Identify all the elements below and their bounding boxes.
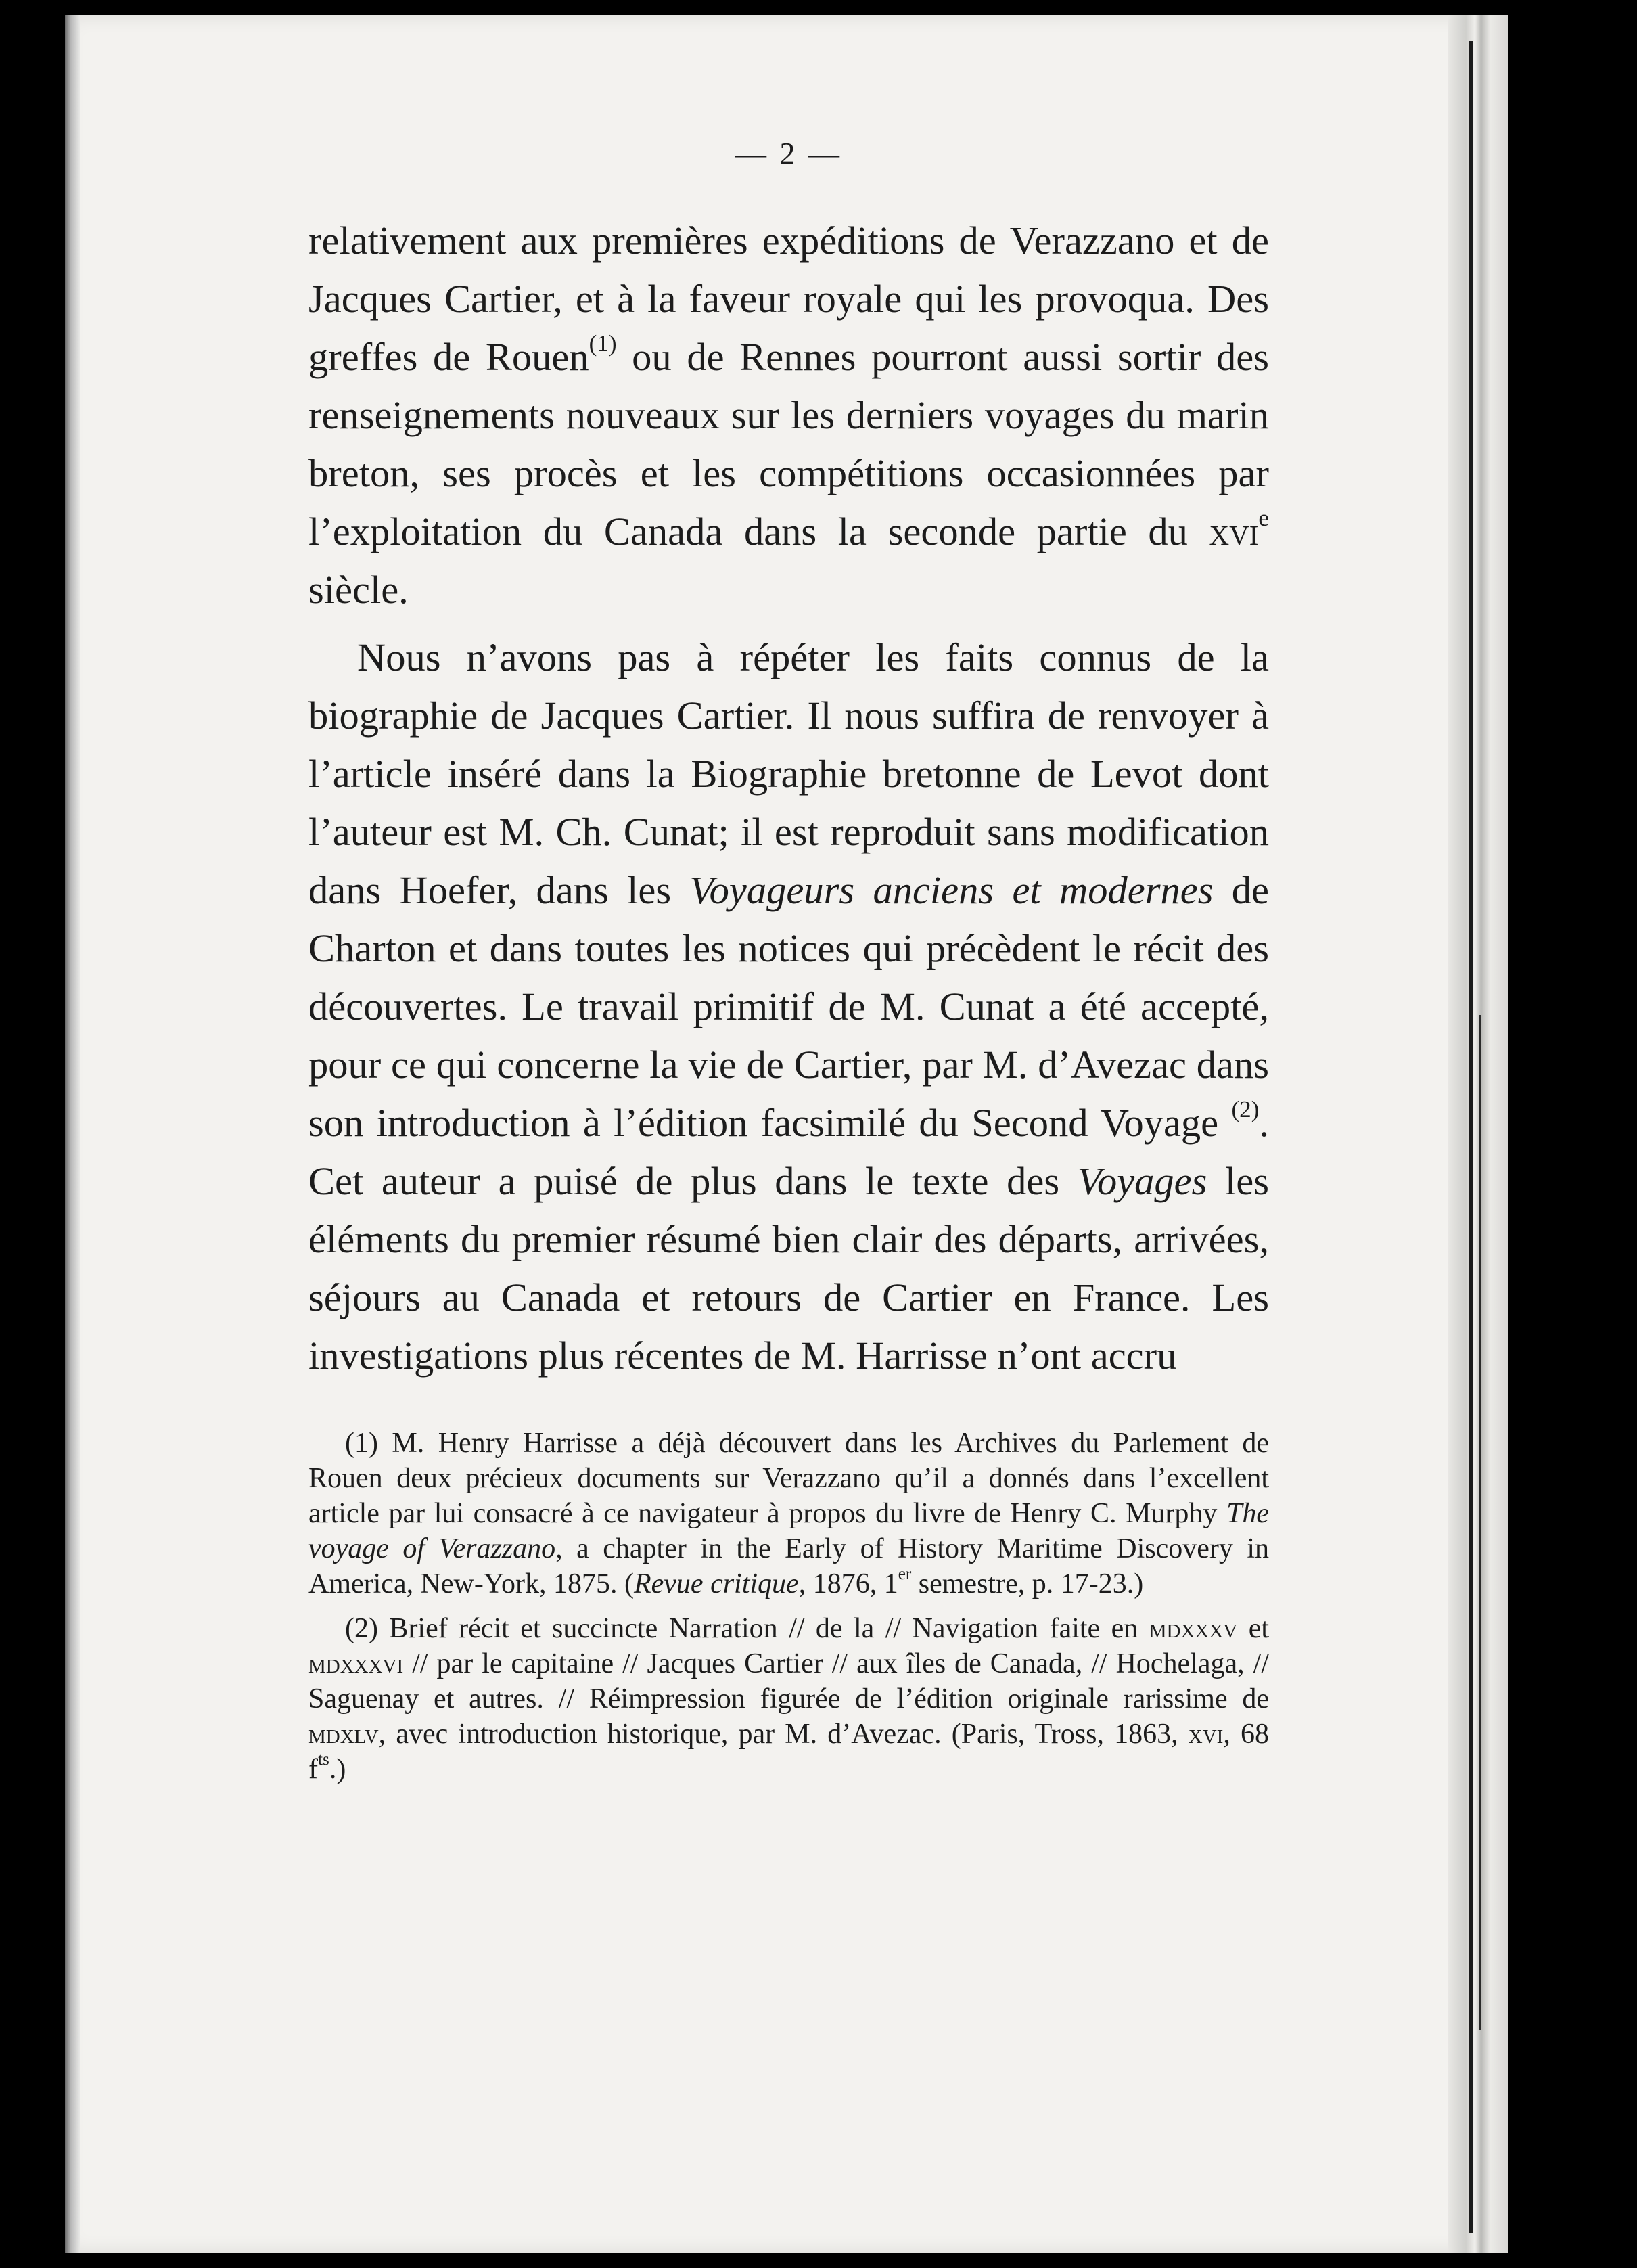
text-segment: xvi bbox=[1188, 1719, 1224, 1750]
text-segment: ou de Rennes pourront aussi sortir des renseignements nouveaux sur les derniers voyages du marin breton, ses procès et les compétitions occasionnées par l’exploitation du Canada dans la seconde partie du bbox=[308, 335, 1269, 553]
text-segment: relativement aux premières expéditions de Verazzano et de Jacques Cartier, et à la faveur royale qui les provoqua. Des greffes de Rouen bbox=[308, 219, 1269, 379]
spine-shadow-line-secondary bbox=[1479, 1015, 1481, 2030]
paragraph-1 bbox=[308, 212, 1269, 619]
text-segment: semestre, p. 17-23.) bbox=[911, 1568, 1144, 1600]
text-segment: mdxlv bbox=[308, 1719, 379, 1750]
text-segment: e bbox=[1258, 504, 1269, 531]
text-segment: siècle. bbox=[308, 568, 409, 612]
text-segment: mdxxxv bbox=[1149, 1613, 1238, 1644]
text-segment: (2) bbox=[1231, 1095, 1260, 1122]
paragraph-2 bbox=[308, 629, 1269, 1385]
page-number: — 2 — bbox=[735, 136, 842, 171]
text-segment: ts bbox=[318, 1750, 329, 1769]
book-spine bbox=[1448, 15, 1508, 2253]
text-segment: Nous n’avons pas à répéter les faits connus de la biographie de Jacques Cartier. Il nous suffira de renvoyer à l’article inséré dans la Biographie bretonne de Levot dont l’auteur est M. Ch. Cunat; il est reproduit sans modification dans Hoefer, dans les bbox=[308, 635, 1269, 912]
text-segment: . Cet auteur a puisé de plus dans le texte des bbox=[308, 1101, 1269, 1203]
text-segment: de Charton et dans toutes les notices qui précèdent le récit des découvertes. Le travail primitif de M. Cunat a été accepté, pour ce qui concerne la vie de Cartier, par M. d’Avezac dans son introduction à l’édition facsimilé du Second Voyage bbox=[308, 868, 1270, 1145]
text-segment: er bbox=[898, 1564, 912, 1583]
text-segment: // par le capitaine // Jacques Cartier // aux îles de Canada, // Hochelaga, // Saguenay et autres. // Réimpression figurée de l’édition originale rarissime de bbox=[308, 1648, 1269, 1715]
text-segment: , a chapter in the Early of History Maritime Discovery in America, New-York, 1875. ( bbox=[308, 1533, 1269, 1600]
text-segment: , 1876, 1 bbox=[798, 1568, 898, 1600]
text-segment: (1) M. Henry Harrisse a déjà découvert dans les Archives du Parlement de Rouen deux précieux documents sur Verazzano qu’il a donnés dans l’excellent article par lui consacré à ce navigateur à propos du livre de Henry C. Murphy bbox=[308, 1428, 1269, 1529]
footnote-2 bbox=[308, 1611, 1269, 1787]
text-segment: Voyageurs anciens et modernes bbox=[689, 868, 1214, 912]
text-segment: xvi bbox=[1209, 509, 1259, 553]
text-segment: Revue critique bbox=[633, 1568, 799, 1600]
text-segment: les éléments du premier résumé bien clair des départs, arrivées, séjours au Canada et retours de Cartier en France. Les investigations plus récentes de M. Harrisse n’ont accru bbox=[308, 1159, 1270, 1378]
text-segment: (1) bbox=[589, 330, 617, 357]
spine-shadow-line bbox=[1469, 41, 1473, 2233]
text-segment: mdxxxvi bbox=[308, 1648, 404, 1679]
text-segment: , 68 f bbox=[308, 1719, 1270, 1785]
page-text-block bbox=[308, 135, 1269, 1796]
text-segment: et bbox=[1237, 1613, 1270, 1644]
page-left-edge bbox=[65, 15, 80, 2253]
footnote-1 bbox=[308, 1426, 1269, 1602]
footnotes-section bbox=[308, 1426, 1269, 1787]
text-segment: (2) Brief récit et succincte Narration // de la // Navigation faite en bbox=[345, 1613, 1149, 1644]
text-segment: .) bbox=[329, 1754, 346, 1785]
text-segment: Voyages bbox=[1077, 1159, 1207, 1203]
text-segment: , avec introduction historique, par M. d’Avezac. (Paris, Tross, 1863, bbox=[378, 1719, 1189, 1750]
text-segment: The voyage of Verazzano bbox=[308, 1498, 1269, 1564]
